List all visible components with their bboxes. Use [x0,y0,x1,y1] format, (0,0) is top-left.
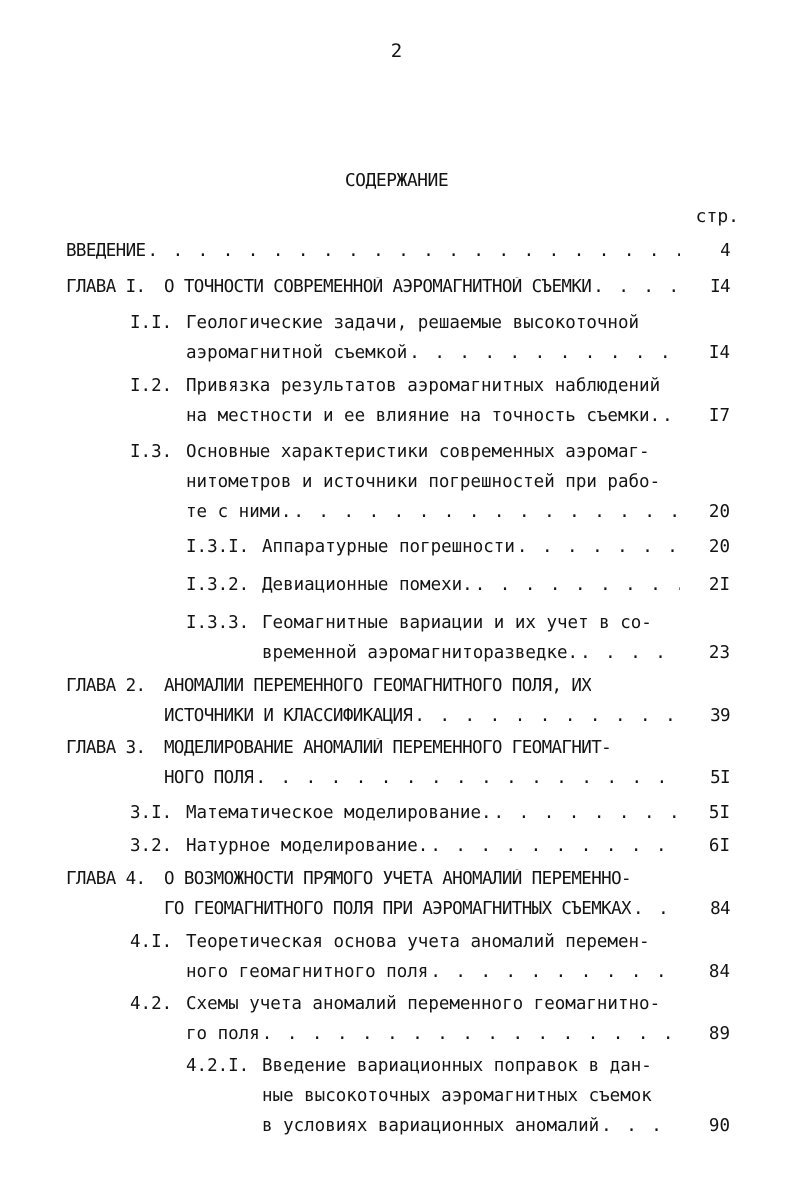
toc-entry-text: Натурное моделирование. [186,836,429,856]
page-column-header: стр. [695,206,739,227]
toc-entry-number: I.3.I. [186,537,250,557]
toc-entry-number: 4.2.I. [186,1056,250,1076]
toc-entry-number: I.2. [130,376,173,396]
toc-entry [66,864,730,924]
toc-entry-page: 23 [708,643,730,663]
toc-entry-text: аэромагнитной съемкой [186,343,408,363]
toc-entry-page: I4 [708,343,730,363]
dot-leader [262,1024,680,1044]
dot-leader [494,803,680,823]
toc-entry-text: Введение вариационных поправок в дан- [262,1056,652,1076]
toc-entry-text: Геологические задачи, решаемые высокоточной [186,313,640,333]
toc-entry-text: ГО ГЕОМАГНИТНОГО ПОЛЯ ПРИ АЭРОМАГНИТНЫХ СЪЕМКАХ [164,899,631,919]
toc-entry-number: I.3.2. [186,575,250,595]
toc-entry-text: О ВОЗМОЖНОСТИ ПРЯМОГО УЧЕТА АНОМАЛИЙ ПЕРЕМЕННО- [164,869,631,889]
toc-entry-page: 5I [708,803,730,823]
toc-entry [66,236,730,266]
toc-entry-number: ГЛАВА 2. [66,676,146,696]
toc-entry-number: ГЛАВА 4. [66,869,146,889]
toc-entry-text: АНОМАЛИИ ПЕРЕМЕННОГО ГЕОМАГНИТНОГО ПОЛЯ, ИХ [164,676,592,696]
toc-title: СОДЕРЖАНИЕ [344,170,449,191]
toc-entry-page: 90 [708,1116,730,1136]
toc-entry-number: 3.2. [130,836,173,856]
toc-entry-number: ГЛАВА I. [66,277,146,297]
dot-leader [430,962,680,982]
toc-entry-text: нитометров и источники погрешностей при рабо- [186,472,661,492]
toc-entry [66,570,730,600]
toc-entry-page: 6I [708,836,730,856]
toc-entry-number: I.3.3. [186,613,250,633]
dot-leader [662,406,680,426]
toc-entry-text: ного геомагнитного поля [186,962,429,982]
toc-entry-text: Геомагнитные вариации и их учет в со- [262,613,652,633]
toc-entry-text: Аппаратурные погрешности [262,537,515,557]
toc-entry-number: ГЛАВА 3. [66,738,146,758]
toc-entry-page: 4 [720,241,730,261]
toc-entry [66,1051,730,1141]
toc-entry-text: Математическое моделирование. [186,803,492,823]
toc-entry [66,437,730,527]
toc-entry [66,308,730,368]
toc-entry-text: Основные характеристики современных аэромаг- [186,442,650,462]
dot-leader [475,575,680,595]
dot-leader [409,343,680,363]
toc-entry [66,272,730,302]
toc-entry [66,798,730,828]
toc-entry-text: НОГО ПОЛЯ [164,768,254,788]
dot-leader [593,277,680,297]
toc-entry-text: временной аэромагниторазведке. [262,643,579,663]
toc-entry [66,371,730,431]
toc-entry-text: ные высокоточных аэромагнитных съемок [262,1086,652,1106]
toc-entry [66,532,730,562]
table-of-contents [66,236,730,1141]
toc-entry [66,927,730,987]
toc-entry-page: 84 [708,962,730,982]
toc-entry-text: Схемы учета аномалий переменного геомагнитно- [186,994,661,1014]
toc-entry-number: I.I. [130,313,173,333]
dot-leader [601,1116,680,1136]
toc-entry-text: ИСТОЧНИКИ И КЛАССИФИКАЦИЯ [164,706,413,726]
toc-entry-text: О ТОЧНОСТИ СОВРЕМЕННОЙ АЭРОМАГНИТНОЙ СЪЕМКИ [164,277,592,297]
toc-entry-text: го поля [186,1024,260,1044]
toc-entry [66,831,730,861]
dot-leader [293,502,680,522]
dot-leader [633,899,680,919]
toc-entry [66,608,730,668]
toc-entry-text: МОДЕЛИРОВАНИЕ АНОМАЛИЙ ПЕРЕМЕННОГО ГЕОМАГНИТ- [164,738,612,758]
toc-entry-text: ВВЕДЕНИЕ [66,241,146,261]
dot-leader [148,241,681,261]
dot-leader [517,537,680,557]
toc-entry [66,733,730,793]
toc-entry-page: 20 [708,502,730,522]
toc-entry-page: I7 [708,406,730,426]
page-number: 2 [390,40,403,62]
toc-entry-page: 89 [708,1024,730,1044]
toc-entry [66,989,730,1049]
toc-entry-page: 84 [710,899,730,919]
toc-entry-text: на местности и ее влияние на точность съемки. [186,406,661,426]
toc-entry [66,671,730,731]
toc-entry-number: 4.I. [130,932,173,952]
toc-entry-number: 3.I. [130,803,173,823]
toc-entry-text: те с ними. [186,502,292,522]
toc-entry-text: Девиационные помехи. [262,575,473,595]
toc-entry-number: 4.2. [130,994,173,1014]
toc-entry-page: 39 [710,706,730,726]
dot-leader [580,643,680,663]
toc-entry-page: 20 [708,537,730,557]
toc-entry-text: Теоретическая основа учета аномалий перемен- [186,932,650,952]
dot-leader [255,768,680,788]
dot-leader [414,706,680,726]
toc-entry-page: 5I [710,768,730,788]
toc-entry-number: I.3. [130,442,173,462]
toc-entry-text: Привязка результатов аэромагнитных наблюдений [186,376,661,396]
dot-leader [430,836,680,856]
toc-entry-page: I4 [710,277,730,297]
toc-entry-page: 2I [708,575,730,595]
toc-entry-text: в условиях вариационных аномалий [262,1116,600,1136]
